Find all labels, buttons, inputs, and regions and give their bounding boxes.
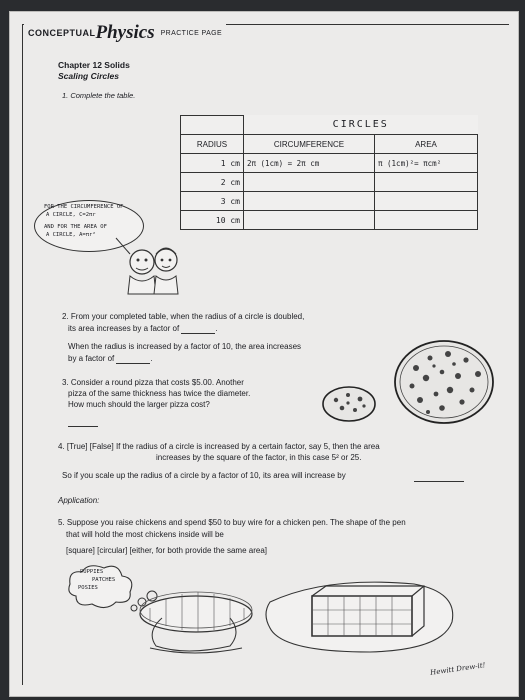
table-row <box>181 173 478 192</box>
q4-line: So if you scale up the radius of a circle by a factor of 10, its area will increase by <box>62 471 346 480</box>
circles-table <box>180 115 478 230</box>
cell-area[interactable] <box>375 192 478 211</box>
page-header <box>24 22 226 42</box>
chicken-pen-illustration <box>66 562 486 658</box>
q3-line: How much should the larger pizza cost? <box>68 400 210 409</box>
bubble-line: A CIRCLE, C=2πr <box>46 212 96 218</box>
answer-blank[interactable] <box>68 426 98 427</box>
bubble-line: FOR THE CIRCUMFERENCE OF <box>44 204 124 210</box>
brand-physics: Physics <box>95 22 155 43</box>
table-row <box>181 154 478 173</box>
cartoon-figures-illustration <box>80 232 190 296</box>
q2-line: 2. From your completed table, when the radius of a circle is doubled, <box>62 312 305 321</box>
q4-line: 4. [True] [False] If the radius of a circle is increased by a certain factor, say 5, then the area <box>58 442 380 451</box>
cell-circumference[interactable] <box>244 173 375 192</box>
q2-line: its area increases by a factor of . <box>68 324 218 333</box>
hewitt-signature: Hewitt Drew-it! <box>429 661 486 677</box>
q3-line: 3. Consider a round pizza that costs $5.00. Another <box>62 378 244 387</box>
application-label: Application: <box>58 496 100 505</box>
table-row <box>181 211 478 230</box>
cell-radius: 2 cm <box>181 173 244 192</box>
bubble-line: AND FOR THE AREA OF <box>44 224 107 230</box>
large-pizza-illustration <box>392 338 496 426</box>
q2-line: by a factor of . <box>68 354 153 363</box>
answer-blank[interactable] <box>116 355 150 364</box>
header-radius: RADIUS <box>181 135 244 154</box>
cell-radius: 3 cm <box>181 192 244 211</box>
cell-radius: 1 cm <box>181 154 244 173</box>
cell-area[interactable] <box>375 211 478 230</box>
small-pizza-illustration <box>320 384 378 424</box>
table-title: CIRCLES <box>332 119 389 131</box>
cell-area[interactable]: π (1cm)²= πcm² <box>375 154 478 173</box>
q5-options[interactable]: [square] [circular] [either, for both provide the same area] <box>66 546 267 555</box>
table-row <box>181 192 478 211</box>
q3-line: pizza of the same thickness has twice the diameter. <box>68 389 251 398</box>
cloud-word: POSIES <box>78 585 98 591</box>
q4-line: increases by the square of the factor, in this case 5² or 25. <box>156 453 362 462</box>
section-title: Scaling Circles <box>58 71 119 81</box>
header-circumference: CIRCUMFERENCE <box>244 135 375 154</box>
brand-conceptual: CONCEPTUAL <box>28 28 96 38</box>
cell-area[interactable] <box>375 173 478 192</box>
q2-line: When the radius is increased by a factor of 10, the area increases <box>68 342 302 351</box>
cell-circumference[interactable]: 2π (1cm) = 2π cm <box>244 154 375 173</box>
q5-line: 5. Suppose you raise chickens and spend $50 to buy wire for a chicken pen. The shape of the pen <box>58 518 406 527</box>
q5-line: that will hold the most chickens inside will be <box>66 530 224 539</box>
answer-blank[interactable] <box>181 325 215 334</box>
cloud-word: PUPPIES <box>80 569 104 575</box>
cloud-word: PATCHES <box>92 577 116 583</box>
cell-radius: 10 cm <box>181 211 244 230</box>
q1-prompt: 1. Complete the table. <box>62 91 136 100</box>
header-area: AREA <box>375 135 478 154</box>
practice-page-label: PRACTICE PAGE <box>160 29 223 37</box>
cell-circumference[interactable] <box>244 211 375 230</box>
chapter-title: Chapter 12 Solids <box>58 60 130 70</box>
cell-circumference[interactable] <box>244 192 375 211</box>
answer-blank[interactable] <box>414 481 464 482</box>
bubble-line: A CIRCLE, A=πr² <box>46 232 96 238</box>
